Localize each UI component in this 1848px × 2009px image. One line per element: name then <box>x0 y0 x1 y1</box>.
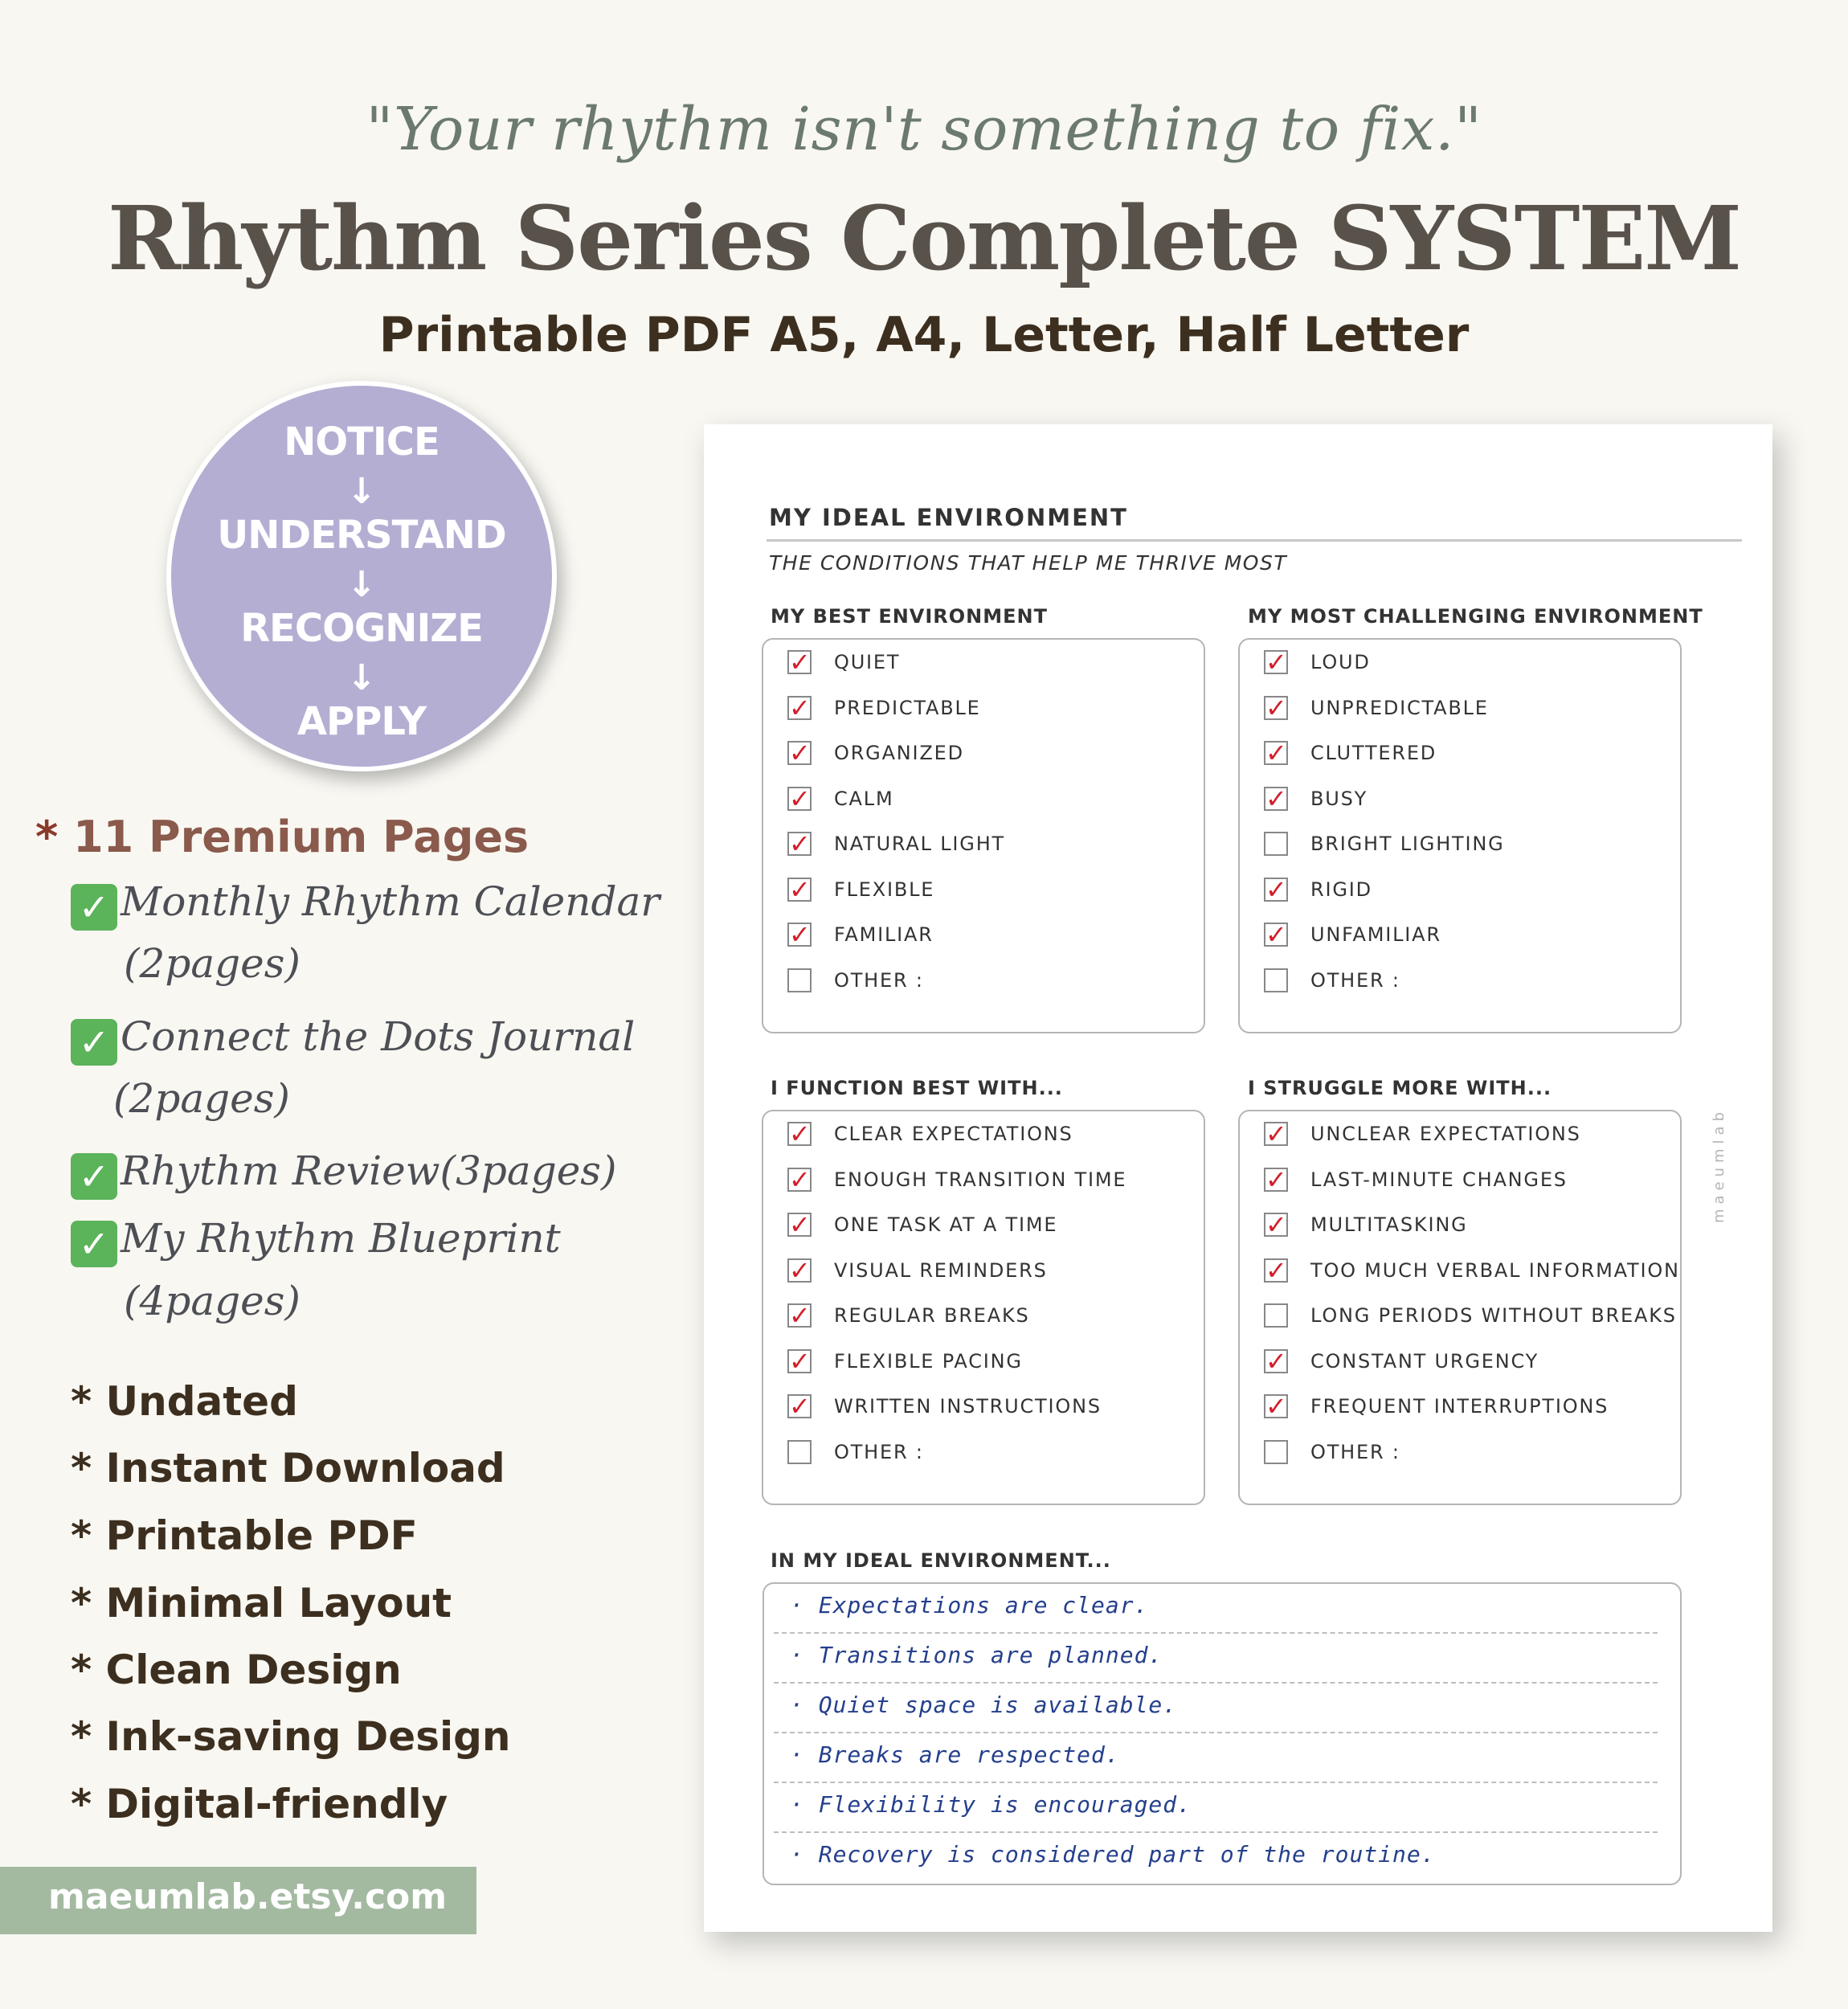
checkmark-icon: ✓ <box>1265 783 1287 814</box>
step-notice: NOTICE <box>284 419 440 464</box>
checkbox-checked[interactable] <box>787 783 812 814</box>
checkbox-checked[interactable] <box>1264 1164 1288 1195</box>
checklist-item-label: REGULAR BREAKS <box>834 1304 1030 1327</box>
checkbox-checked[interactable] <box>787 738 812 768</box>
page-subtitle: THE CONDITIONS THAT HELP ME THRIVE MOST <box>769 551 1288 575</box>
process-circle <box>166 381 557 771</box>
watermark: maeumlab <box>1711 1107 1727 1224</box>
checkmark-icon: ✓ <box>789 738 811 768</box>
checkmark-icon: ✓ <box>1265 1209 1287 1240</box>
section-label-ideal: IN MY IDEAL ENVIRONMENT... <box>771 1549 1111 1572</box>
checkbox-checked[interactable] <box>787 1119 812 1149</box>
section-label-struggle: I STRUGGLE MORE WITH... <box>1248 1077 1552 1099</box>
checkmark-icon: ✓ <box>71 1019 117 1066</box>
checkbox-checked[interactable] <box>787 1164 812 1195</box>
checkmark-icon: ✓ <box>1265 1391 1287 1422</box>
checkbox-checked[interactable] <box>1264 1345 1288 1377</box>
page-item-name: Rhythm Review(3pages) <box>121 1148 617 1194</box>
checkbox-checked[interactable] <box>787 829 812 859</box>
page-item-review <box>71 1148 616 1200</box>
checkbox-checked[interactable] <box>787 919 812 950</box>
checkbox-checked[interactable] <box>1264 1119 1288 1149</box>
checklist-item-label: OTHER : <box>834 1440 924 1463</box>
checklist-item-label: CLUTTERED <box>1310 742 1437 764</box>
checkbox-checked[interactable] <box>1264 874 1288 905</box>
checkbox-empty[interactable] <box>1264 968 1288 992</box>
struggle-more-box <box>1238 1110 1682 1505</box>
checklist-item-label: RIGID <box>1310 878 1372 901</box>
checkbox-checked[interactable] <box>1264 783 1288 814</box>
checklist-item-label: UNFAMILIAR <box>1310 923 1441 946</box>
checklist-item-label: QUIET <box>834 651 901 673</box>
ideal-line-text: · Quiet space is available. <box>790 1692 1178 1718</box>
down-arrow-icon: ↓ <box>346 471 377 512</box>
tagline-quote: "Your rhythm isn't something to fix." <box>366 95 1482 164</box>
checkbox-empty[interactable] <box>1264 1303 1288 1328</box>
down-arrow-icon: ↓ <box>346 657 377 698</box>
checklist-item-label: FAMILIAR <box>834 923 934 946</box>
checkbox-checked[interactable] <box>787 1391 812 1422</box>
features-heading-text: 11 Premium Pages <box>73 812 529 862</box>
step-recognize: RECOGNIZE <box>240 606 483 651</box>
ideal-line-text: · Recovery is considered part of the routine. <box>790 1841 1436 1868</box>
checklist-item-label: VISUAL REMINDERS <box>834 1258 1048 1282</box>
section-label-challenging: MY MOST CHALLENGING ENVIRONMENT <box>1248 605 1703 628</box>
ideal-line-text: · Flexibility is encouraged. <box>790 1791 1192 1818</box>
checklist-item-label: CLEAR EXPECTATIONS <box>834 1123 1073 1145</box>
step-understand: UNDERSTAND <box>217 513 506 558</box>
checkmark-icon: ✓ <box>789 1391 811 1422</box>
checklist-item-label: LONG PERIODS WITHOUT BREAKS <box>1310 1304 1677 1327</box>
checklist-item-label: CALM <box>834 787 894 810</box>
checkbox-checked[interactable] <box>1264 647 1288 677</box>
checkbox-checked[interactable] <box>1264 738 1288 768</box>
page-title: MY IDEAL ENVIRONMENT <box>769 504 1128 531</box>
checklist-item-label: ONE TASK AT A TIME <box>834 1213 1058 1236</box>
challenging-environment-box <box>1238 638 1682 1033</box>
product-subtitle: Printable PDF A5, A4, Letter, Half Letter <box>378 307 1470 363</box>
checkbox-checked[interactable] <box>787 1300 812 1331</box>
checklist-item-label: FREQUENT INTERRUPTIONS <box>1310 1395 1609 1418</box>
page-item-name: Monthly Rhythm Calendar <box>121 878 660 925</box>
asterisk: * <box>35 812 59 862</box>
ideal-line <box>774 1733 1658 1783</box>
page-item-connect <box>71 1013 635 1066</box>
ideal-line <box>774 1833 1658 1883</box>
checkbox-empty[interactable] <box>787 968 812 992</box>
checklist-item-label: ORGANIZED <box>834 742 964 764</box>
page-item-blueprint <box>71 1215 561 1267</box>
checkbox-checked[interactable] <box>787 1345 812 1377</box>
checkbox-empty[interactable] <box>1264 832 1288 856</box>
checkbox-empty[interactable] <box>787 1440 812 1464</box>
checkbox-checked[interactable] <box>787 1209 812 1240</box>
page-item-count: (2pages) <box>124 940 301 987</box>
checkbox-checked[interactable] <box>1264 692 1288 723</box>
feature-minimal-layout: * Minimal Layout <box>71 1580 452 1626</box>
checklist-item-label: UNCLEAR EXPECTATIONS <box>1310 1123 1581 1145</box>
ideal-line <box>774 1584 1658 1634</box>
checkmark-icon: ✓ <box>789 829 811 859</box>
checklist-item-label: ENOUGH TRANSITION TIME <box>834 1168 1127 1191</box>
checklist-item-label: LOUD <box>1310 651 1371 673</box>
feature-digital-friendly: * Digital-friendly <box>71 1781 448 1827</box>
checkmark-icon: ✓ <box>789 1254 811 1286</box>
checkmark-icon: ✓ <box>789 1164 811 1195</box>
ideal-line-text: · Transitions are planned. <box>790 1642 1163 1668</box>
checkbox-checked[interactable] <box>1264 1209 1288 1240</box>
shop-banner[interactable] <box>0 1867 476 1934</box>
function-best-box <box>762 1110 1205 1505</box>
page-item-name: My Rhythm Blueprint <box>121 1215 561 1262</box>
checkmark-icon: ✓ <box>71 884 117 931</box>
checklist-item-label: OTHER : <box>1310 968 1400 992</box>
feature-printable-pdf: * Printable PDF <box>71 1512 418 1559</box>
checkmark-icon: ✓ <box>789 919 811 950</box>
checklist-item-label: UNPREDICTABLE <box>1310 696 1489 719</box>
shop-url[interactable]: maeumlab.etsy.com <box>48 1876 448 1917</box>
checklist-item-label: WRITTEN INSTRUCTIONS <box>834 1395 1102 1418</box>
step-apply: APPLY <box>296 699 427 744</box>
checkmark-icon: ✓ <box>789 1300 811 1331</box>
checklist-item-label: BUSY <box>1310 787 1368 810</box>
checklist-item-label: OTHER : <box>834 968 924 992</box>
checkbox-checked[interactable] <box>1264 1391 1288 1422</box>
checklist-item-label: OTHER : <box>1310 1440 1400 1463</box>
section-label-best: MY BEST ENVIRONMENT <box>771 605 1049 628</box>
checklist-item-label: FLEXIBLE <box>834 878 935 901</box>
checkmark-icon: ✓ <box>1265 1119 1287 1149</box>
best-environment-box <box>762 638 1205 1033</box>
feature-clean-design: * Clean Design <box>71 1647 402 1693</box>
checklist-item-label: FLEXIBLE PACING <box>834 1349 1023 1373</box>
checklist-item-label: MULTITASKING <box>1310 1213 1468 1236</box>
checkmark-icon: ✓ <box>1265 874 1287 905</box>
checkmark-icon: ✓ <box>789 692 811 723</box>
planner-page-preview <box>704 424 1772 1932</box>
page-item-name: Connect the Dots Journal <box>121 1013 636 1060</box>
checklist-item-label: TOO MUCH VERBAL INFORMATION <box>1310 1258 1680 1282</box>
checklist-item-label: CONSTANT URGENCY <box>1310 1349 1539 1373</box>
checkmark-icon: ✓ <box>1265 647 1287 677</box>
product-title: Rhythm Series Complete SYSTEM <box>107 186 1741 290</box>
ideal-line-text: · Expectations are clear. <box>790 1592 1149 1618</box>
checklist-item-label: LAST-MINUTE CHANGES <box>1310 1168 1568 1191</box>
checkmark-icon: ✓ <box>71 1221 117 1267</box>
checkmark-icon: ✓ <box>1265 738 1287 768</box>
checkbox-checked[interactable] <box>1264 1254 1288 1286</box>
checkbox-checked[interactable] <box>787 692 812 723</box>
checkmark-icon: ✓ <box>789 783 811 814</box>
checkmark-icon: ✓ <box>1265 1345 1287 1377</box>
page-item-monthly <box>71 878 660 931</box>
page-item-count: (4pages) <box>124 1278 301 1324</box>
checkbox-checked[interactable] <box>787 1254 812 1286</box>
feature-ink-saving: * Ink-saving Design <box>71 1713 511 1760</box>
checklist-item-label: NATURAL LIGHT <box>834 833 1006 855</box>
checkmark-icon: ✓ <box>1265 919 1287 950</box>
ideal-line <box>774 1634 1658 1684</box>
checkmark-icon: ✓ <box>789 874 811 905</box>
checkbox-checked[interactable] <box>787 647 812 677</box>
ideal-line <box>774 1684 1658 1733</box>
checkmark-icon: ✓ <box>789 1345 811 1377</box>
ideal-environment-box <box>763 1582 1682 1885</box>
feature-instant-download: * Instant Download <box>71 1445 505 1491</box>
ideal-line-text: · Breaks are respected. <box>790 1741 1120 1768</box>
title-divider <box>767 539 1742 542</box>
down-arrow-icon: ↓ <box>346 564 377 605</box>
checkmark-icon: ✓ <box>1265 1164 1287 1195</box>
checkbox-checked[interactable] <box>1264 919 1288 950</box>
checkmark-icon: ✓ <box>789 1209 811 1240</box>
checkmark-icon: ✓ <box>1265 692 1287 723</box>
feature-undated: * Undated <box>71 1378 298 1425</box>
ideal-line <box>774 1783 1658 1833</box>
checklist-item-label: PREDICTABLE <box>834 696 981 719</box>
checkmark-icon: ✓ <box>789 647 811 677</box>
checkmark-icon: ✓ <box>789 1119 811 1149</box>
checkmark-icon: ✓ <box>1265 1254 1287 1286</box>
checkbox-empty[interactable] <box>1264 1440 1288 1464</box>
features-heading <box>35 812 529 862</box>
checkbox-checked[interactable] <box>787 874 812 905</box>
page-item-count: (2pages) <box>113 1075 290 1122</box>
section-label-function: I FUNCTION BEST WITH... <box>771 1077 1063 1099</box>
checkmark-icon: ✓ <box>71 1153 117 1200</box>
checklist-item-label: BRIGHT LIGHTING <box>1310 833 1505 855</box>
